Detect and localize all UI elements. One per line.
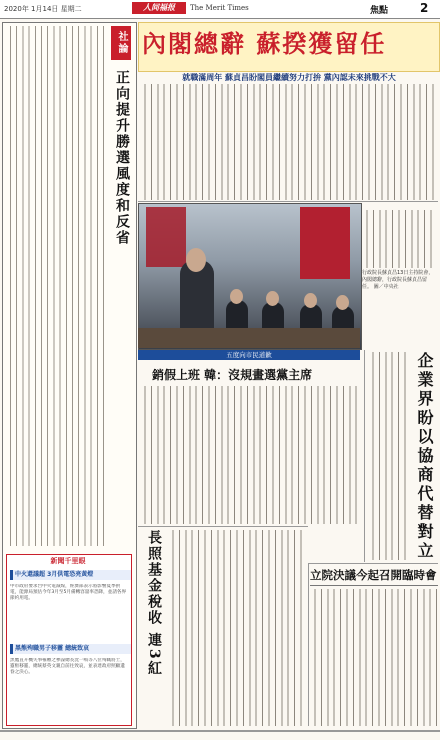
editorial-title: 正向提升勝選風度和反省	[114, 70, 130, 246]
divider-line	[308, 563, 438, 564]
photo-person-head	[266, 291, 279, 306]
article-text-block-1	[140, 84, 436, 200]
right-column-title: 企業界盼以協商代替對立	[415, 352, 434, 561]
main-headline: 內閣總辭 蘇揆獲留任	[142, 29, 387, 58]
photo-desk	[138, 328, 360, 348]
article-text-block-2	[362, 210, 436, 268]
newspaper-logo: 人间福报	[132, 2, 186, 14]
photo-flag-right	[300, 207, 350, 279]
footer-rule	[0, 730, 440, 732]
newspaper-logo-en: The Merit Times	[190, 4, 249, 12]
legislature-headline: 立院決議今起召開臨時會	[310, 568, 437, 582]
section-tag-bar: 五度向市民道歉	[138, 350, 360, 360]
divider-line	[308, 564, 309, 726]
divider-line	[310, 585, 438, 586]
photo-speaker-head	[186, 248, 206, 272]
photo-caption-credit: 圖／中央社	[373, 284, 399, 290]
news-brief-item-title: 中火還議超 3月供電恐亮黃燈	[10, 570, 131, 580]
main-subheadline: 就職滿周年 蘇貞昌盼閣員繼續努力打拚 黨內認未來挑戰不大	[182, 73, 396, 82]
photo-person-head	[230, 289, 243, 304]
news-brief-item-body: 黑鷹直升機失事罹難之參謀總長沈一鳴等八位殉職將士，靈柩移靈，總統蔡英文親自前往致哀，並表達政府照顧遺眷之決心。	[10, 658, 125, 675]
news-brief-header: 新聞千里眼	[50, 557, 86, 565]
article-text-block-4	[368, 352, 408, 560]
news-brief-item-body: 中市政府要求台中火電減煤，經濟部表示將影響夏季供電，能源局預估今年3月至5月備轉容量率恐降，並請各界節約用電。	[10, 584, 127, 601]
editorial-tag: 社論	[111, 26, 131, 60]
issue-date: 2020年 1月14日 星期二	[4, 5, 82, 13]
divider-line	[138, 201, 438, 202]
article-text-block-5	[168, 530, 306, 726]
tax-headline: 長照基金稅收 連3紅	[146, 530, 162, 677]
photo-person-head	[336, 295, 349, 310]
news-brief-item-title: 黑熊殉職男子移靈 總統致哀	[10, 644, 131, 654]
editorial-body-text	[6, 26, 104, 546]
photo-caption	[362, 270, 436, 340]
article-text-block-6	[310, 589, 438, 726]
sub-headline: 銷假上班 韓：沒規畫選黨主席	[152, 368, 313, 382]
section-label: 焦點	[370, 6, 389, 16]
page-number: 2	[420, 1, 429, 15]
article-text-block-3	[140, 386, 362, 524]
photo-person-head	[304, 293, 317, 308]
photo-flag-left	[146, 207, 186, 267]
divider-line	[138, 526, 308, 527]
divider-line	[364, 350, 365, 562]
photo-caption-text: 行政院長蘇貞昌13日主持院會，內閣總辭，行政院長蘇貞昌留任。	[362, 270, 434, 290]
